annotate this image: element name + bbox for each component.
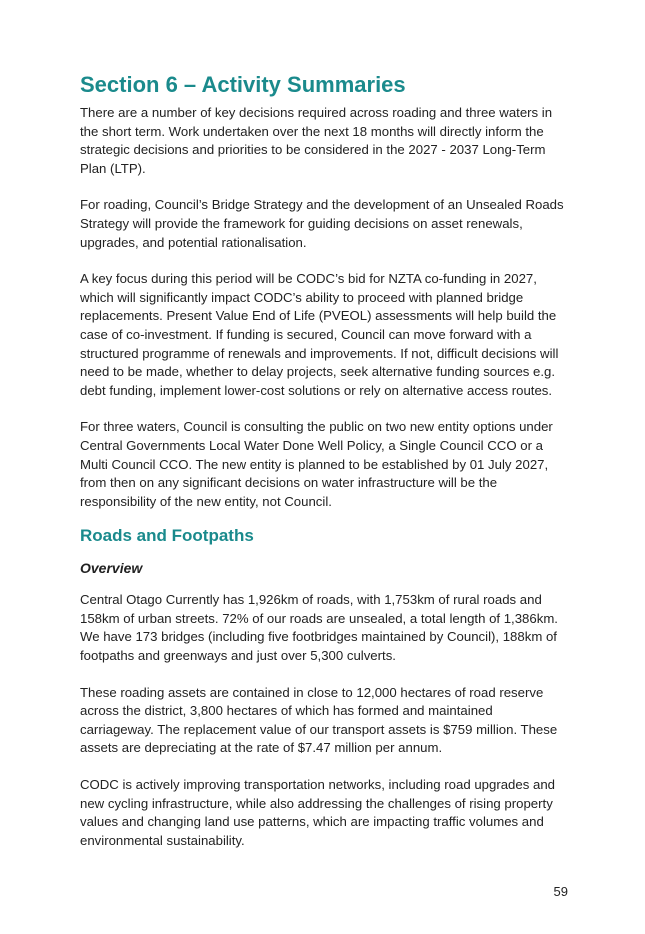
section-title: Section 6 – Activity Summaries — [80, 72, 406, 97]
funding-paragraph: A key focus during this period will be CODC’s bid for NZTA co-funding in 2027, which will significantly impact CODC’s ability to proceed with planned bridge replacements. Present Value End of Life (PVEOL) assessments will help build the case of co-investment. If funding is secured, Council can move forward with a structured programme of renewals and improvements. If not, difficult decisions will need to be made, whether to delay projects, seek alternative funding sources e.g. debt funding, implement lower-cost solutions or rely on alternative access routes. — [80, 271, 559, 398]
page-number: 59 — [553, 884, 568, 899]
roads-footpaths-title: Roads and Footpaths — [80, 526, 254, 546]
document-page — [80, 72, 570, 868]
three-waters-paragraph: For three waters, Council is consulting the public on two new entity options under Central Governments Local Water Done Well Policy, a Single Council CCO or a Multi Council CCO. The new entity is planned to be established by 01 July 2027, from then on any significant decisions on water infrastructure will be the responsibility of the new entity, not Council. — [80, 419, 553, 509]
roading-paragraph: For roading, Council’s Bridge Strategy and the development of an Unsealed Roads Strategy will provide the framework for guiding decisions on asset renewals, upgrades, and potential rationalisation. — [80, 197, 564, 250]
roads-stats-paragraph: Central Otago Currently has 1,926km of roads, with 1,753km of rural roads and 158km of urban streets. 72% of our roads are unsealed, a total length of 1,386km. We have 173 bridges (including five footbridges maintained by Council), 188km of footpaths and greenways and just over 5,300 culverts. — [80, 592, 558, 664]
overview-heading: Overview — [80, 560, 143, 577]
transport-improvements-paragraph: CODC is actively improving transportation networks, including road upgrades and new cycling infrastructure, while also addressing the challenges of rising property values and changing land use patterns, which are impacting traffic volumes and environmental sustainability. — [80, 777, 555, 848]
intro-paragraph: There are a number of key decisions required across roading and three waters in the short term. Work undertaken over the next 18 months will directly inform the strategic decisions and priorities to be considered in the 2027 - 2037 Long-Term Plan (LTP). — [80, 105, 553, 176]
road-reserve-paragraph: These roading assets are contained in close to 12,000 hectares of road reserve across the district, 3,800 hectares of which has formed and maintained carriageway. The replacement value of our transport assets is $759 million. These assets are depreciating at the rate of $7.47 million per annum. — [80, 684, 558, 756]
